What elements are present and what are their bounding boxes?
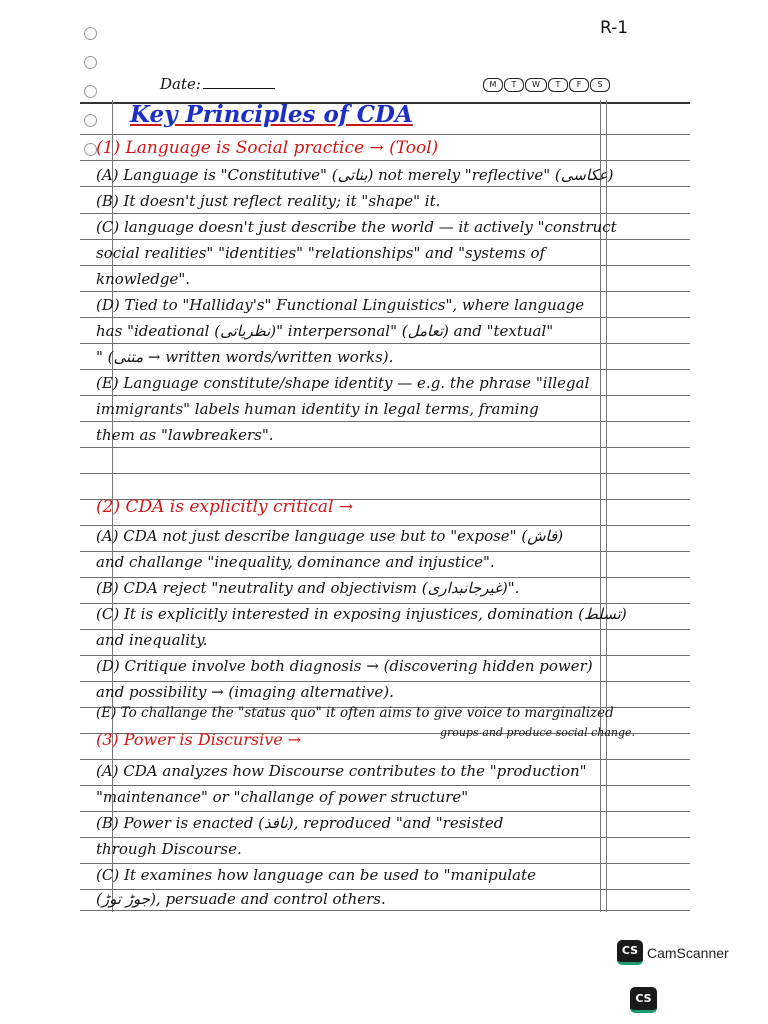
notes-title: Key Principles of CDA (130, 101, 413, 128)
ruled-line (80, 863, 690, 864)
note-line: and possibility → (imaging alternative). (96, 683, 394, 701)
ruled-line (80, 160, 690, 161)
ruled-line (80, 629, 690, 630)
ruled-line (80, 134, 690, 135)
note-line: them as "lawbreakers". (96, 426, 274, 444)
section3-heading: (3) Power is Discursive → (96, 730, 302, 749)
ruled-line (80, 811, 690, 812)
ruled-line (80, 681, 690, 682)
note-line: has "ideational (نظریاتی)" interpersonal" (تعامل) and "textual" (96, 322, 554, 340)
note-line: (A) Language is "Constitutive" (بناتی) not merely "reflective" (عکاسی) (96, 166, 614, 184)
weekday-selector (483, 78, 610, 92)
note-line: (E) To challange the "status quo" it often aims to give voice to marginalized (96, 705, 614, 721)
day-bubble: F (569, 78, 589, 92)
ruled-line (80, 759, 690, 760)
binder-hole (84, 114, 97, 127)
binder-hole (84, 85, 97, 98)
binder-hole (84, 56, 97, 69)
note-line: "maintenance" or "challange of power structure" (96, 788, 469, 806)
date-field (160, 75, 275, 93)
ruled-line (80, 603, 690, 604)
ruled-line (80, 655, 690, 656)
camscanner-logo-icon: CS (617, 940, 643, 965)
ruled-line (80, 837, 690, 838)
ruled-line (80, 785, 690, 786)
date-label: Date: (160, 75, 201, 93)
note-line: through Discourse. (96, 840, 242, 858)
section2-heading: (2) CDA is explicitly critical → (96, 497, 354, 517)
day-bubble: T (548, 78, 568, 92)
ruled-line (80, 395, 690, 396)
ruled-line (80, 186, 690, 187)
day-bubble: T (504, 78, 524, 92)
note-line: (D) Tied to "Halliday's" Functional Linguistics", where language (96, 296, 585, 314)
note-line: (C) language doesn't just describe the world — it actively "construct (96, 218, 617, 236)
note-line: social realities" "identities" "relationships" and "systems of (96, 244, 546, 262)
camscanner-logo-icon: CS (630, 987, 657, 1013)
ruled-line (80, 447, 690, 448)
ruled-line (80, 369, 690, 370)
day-bubble: M (483, 78, 503, 92)
ruled-line (80, 291, 690, 292)
ruled-line (80, 577, 690, 578)
binder-hole (84, 27, 97, 40)
ruled-line (80, 265, 690, 266)
ruled-line (80, 421, 690, 422)
note-line: (C) It examines how language can be used to "manipulate (96, 866, 537, 884)
ruled-line (80, 910, 690, 911)
note-line: (E) Language constitute/shape identity — e.g. the phrase "illegal (96, 374, 590, 392)
ruled-line (80, 551, 690, 552)
camscanner-label: CamScanner (647, 944, 729, 961)
ruled-line (80, 343, 690, 344)
note-line: " (متنی → written words/written works). (96, 348, 394, 366)
ruled-line (80, 239, 690, 240)
note-line: (D) Critique involve both diagnosis → (discovering hidden power) (96, 657, 593, 675)
note-line: (B) It doesn't just reflect reality; it "shape" it. (96, 192, 441, 210)
ruled-line (80, 525, 690, 526)
note-line: knowledge". (96, 270, 191, 288)
note-line: (B) CDA reject "neutrality and objectivism (غیرجانبداری)". (96, 579, 520, 597)
note-line: (A) CDA not just describe language use but to "expose" (فاش) (96, 527, 564, 545)
note-line: (C) It is explicitly interested in exposing injustices, domination (تسلط) (96, 605, 627, 623)
ruled-line (80, 473, 690, 474)
day-bubble: S (590, 78, 610, 92)
note-line: (جوڑ توڑ), persuade and control others. (96, 890, 386, 908)
page-reference: R-1 (600, 18, 629, 38)
note-line: and inequality. (96, 631, 208, 649)
camscanner-watermark (617, 940, 729, 965)
date-blank (203, 76, 275, 89)
note-line: immigrants" labels human identity in legal terms, framing (96, 400, 539, 418)
note-line: (A) CDA analyzes how Discourse contributes to the "production" (96, 762, 587, 780)
ruled-line (80, 317, 690, 318)
ruled-line (80, 213, 690, 214)
note-line: and challange "inequality, dominance and injustice". (96, 553, 495, 571)
section1-heading: (1) Language is Social practice → (Tool) (96, 138, 439, 158)
note-line: groups and produce social change. (440, 726, 636, 739)
day-bubble: W (525, 78, 547, 92)
note-line: (B) Power is enacted (نافذ), reproduced "and "resisted (96, 814, 504, 832)
